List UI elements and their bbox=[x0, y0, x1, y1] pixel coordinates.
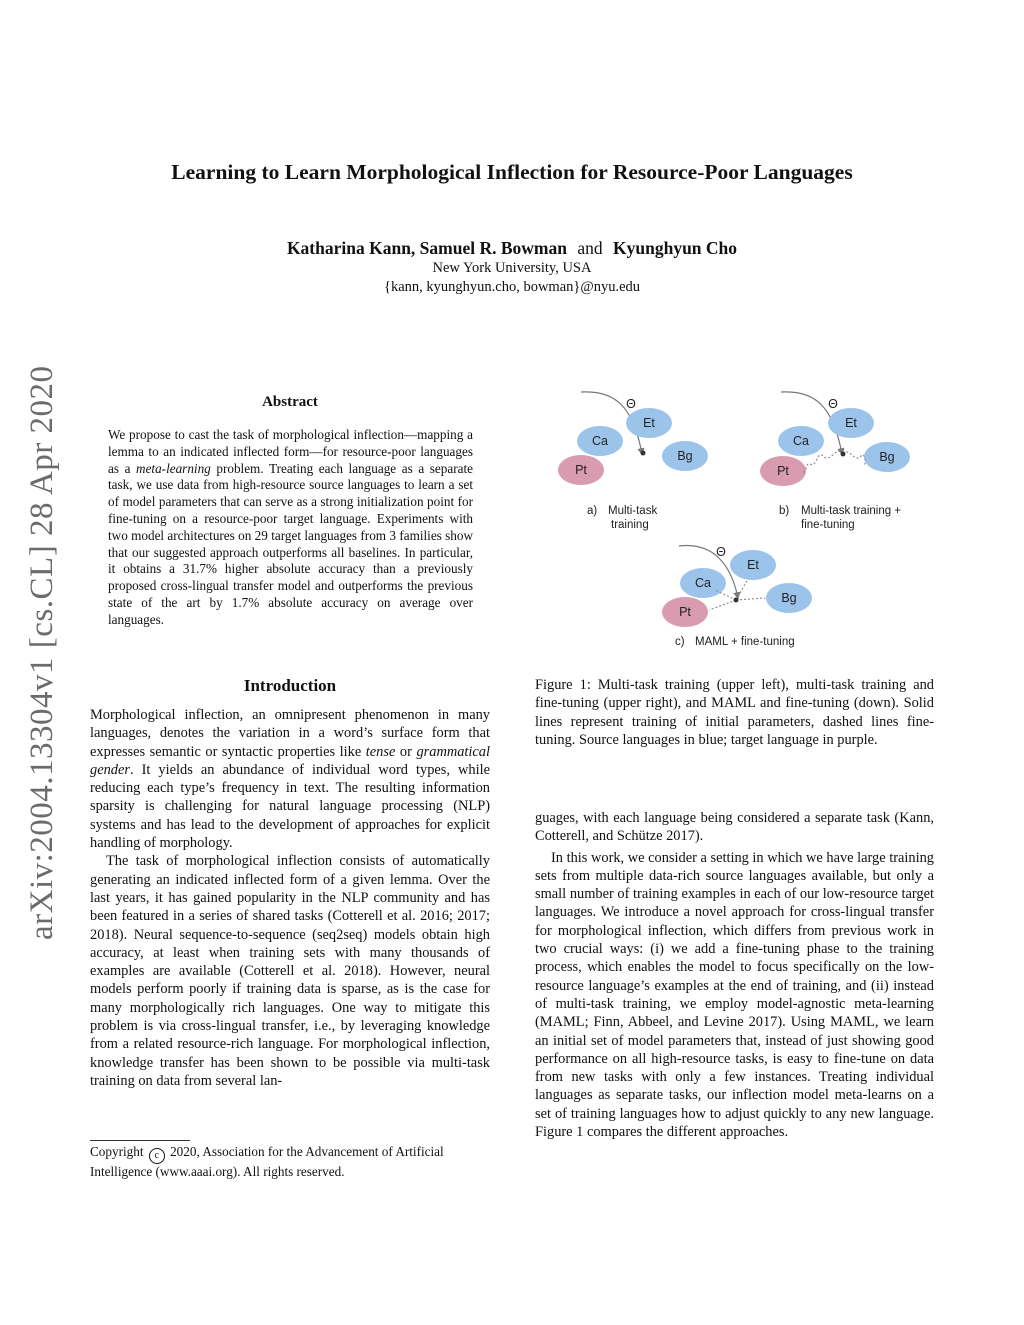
panel-b-tag: b) bbox=[779, 505, 790, 517]
panel-b-label-bg: Bg bbox=[879, 450, 895, 464]
panel-c-label-bg: Bg bbox=[781, 591, 797, 605]
abstract-heading: Abstract bbox=[262, 394, 318, 410]
panel-b-theta: Θ bbox=[828, 397, 838, 411]
affiliation: New York University, USA bbox=[432, 260, 592, 276]
panel-a-caption-2: training bbox=[611, 519, 649, 531]
paper-title: Learning to Learn Morphological Inflection for Resource-Poor Languages bbox=[171, 160, 853, 184]
panel-a-label-et: Et bbox=[643, 416, 655, 430]
copyright-text: 2020, Association for the Advancement of Artificial Intelligence (www.aaai.org). All rights reserved. bbox=[90, 1144, 444, 1179]
copyright-footnote bbox=[90, 1144, 490, 1181]
panel-c-label-ca: Ca bbox=[695, 576, 711, 590]
author-line bbox=[0, 238, 1024, 259]
panel-a-tag: a) bbox=[587, 505, 598, 517]
abstract-emphasis: meta-learning bbox=[136, 460, 211, 476]
panel-c-caption: MAML + fine-tuning bbox=[695, 636, 795, 648]
panel-c-label-et: Et bbox=[747, 558, 759, 572]
right-paragraph-1: guages, with each language being considered a separate task (Kann, Cotterell, and Schütze 2017). bbox=[535, 810, 934, 845]
abstract-text-1: We propose to cast the task of morphological inflection—mapping a lemma to an indicated inflected form—for resource-poor languages as a bbox=[108, 427, 473, 476]
arxiv-stamp: arXiv:2004.13304v1 [cs.CL] 28 Apr 2020 bbox=[24, 365, 60, 940]
panel-a-caption-1: Multi-task bbox=[608, 505, 658, 517]
introduction-heading: Introduction bbox=[243, 676, 337, 695]
intro-p1-text-b: . It yields an abundance of individual word types, while reducing each type’s frequency in text. The resulting information sparsity is challenging for natural language processing (NLP) systems and has lead to the development of approaches for explicit handling of morphology. bbox=[90, 761, 490, 852]
panel-c-label-pt: Pt bbox=[679, 605, 691, 619]
introduction-body bbox=[90, 706, 490, 1090]
panel-b-parameter-point bbox=[841, 452, 846, 457]
panel-a-label-bg: Bg bbox=[677, 449, 693, 463]
panel-a-label-ca: Ca bbox=[592, 434, 608, 448]
figure-1-caption: Figure 1: Multi-task training (upper left), multi-task training and fine-tuning (upper right), and MAML and fine-tuning (down). Solid lines represent training of initial parameters, dashed lines fine-tuning. Source languages in blue; target language in purple. bbox=[535, 677, 934, 748]
intro-p1-text-a: Morphological inflection, an omnipresent phenomenon in many languages, denotes the variation in a word’s surface form that expresses semantic or syntactic properties like bbox=[90, 707, 490, 760]
panel-a-theta: Θ bbox=[626, 397, 636, 411]
panel-c-tag: c) bbox=[675, 636, 685, 648]
authors-and: and bbox=[577, 238, 603, 258]
panel-b-diagram bbox=[760, 392, 910, 531]
panel-c-parameter-point bbox=[734, 598, 739, 603]
figure-1 bbox=[545, 388, 925, 658]
authors-first: Katharina Kann, Samuel R. Bowman bbox=[286, 238, 567, 258]
panel-b-caption-1: Multi-task training + bbox=[801, 505, 902, 517]
abstract-text-2: problem. Treating each language as a separate task, we use data from high-resource source languages to learn a set of model parameters that can serve as a strong initialization point for fine-tuning on a resource-poor target language. Experiments with two model architectures on 29 target languages from 3 families show that our suggested approach outperforms all baselines. In particular, it obtains a 31.7% higher absolute accuracy than a previously proposed cross-lingual transfer model and outperforms the previous state of the art by 1.7% absolute accuracy on average over languages. bbox=[108, 460, 473, 627]
panel-b-label-pt: Pt bbox=[777, 464, 789, 478]
panel-b-label-et: Et bbox=[845, 416, 857, 430]
panel-a-label-pt: Pt bbox=[575, 463, 587, 477]
panel-c-finetune-bg bbox=[736, 598, 765, 600]
authors-last: Kyunghyun Cho bbox=[613, 238, 738, 258]
copyright-symbol: c bbox=[149, 1148, 165, 1164]
abstract-text bbox=[108, 427, 473, 629]
author-emails: {kann, kyunghyun.cho, bowman}@nyu.edu bbox=[383, 279, 640, 295]
right-column-body bbox=[535, 809, 934, 1141]
footnote-rule bbox=[90, 1140, 190, 1141]
panel-b-caption-2: fine-tuning bbox=[801, 519, 855, 531]
intro-p1-or: or bbox=[395, 743, 417, 760]
intro-p1-em-tense: tense bbox=[365, 743, 396, 760]
panel-b-label-ca: Ca bbox=[793, 434, 809, 448]
panel-a-diagram bbox=[558, 392, 708, 531]
panel-a-parameter-point bbox=[641, 451, 646, 456]
intro-paragraph-1 bbox=[90, 706, 490, 852]
intro-paragraph-2: The task of morphological inflection consists of automatically generating an indicated inflected form of a given lemma. Over the last years, it has gained popularity in the NLP community and has been featured in a series of shared tasks (Cotterell et al. 2016; 2017; 2018). Neural sequence-to-sequence (seq2seq) models obtain high accuracy, at least when training sets with many thousands of examples are available (Cotterell et al. 2018). However, neural models perform poorly if training data is sparse, as is the case for many morphologically rich languages. One way to mitigate this problem is via cross-lingual transfer, i.e., by leveraging knowledge from a related resource-rich language. For morphological inflection, knowledge transfer has been shown to be possible via multi-task training on data from several lan- bbox=[90, 853, 490, 1089]
panel-c-theta: Θ bbox=[716, 545, 726, 559]
intro-p1-em-gender: grammatical gender bbox=[90, 743, 491, 778]
panel-c-diagram bbox=[662, 545, 812, 648]
panel-b-finetune-path-2 bbox=[843, 452, 865, 465]
panel-c-finetune-pt bbox=[709, 600, 736, 610]
copyright-prefix: Copyright bbox=[90, 1144, 144, 1159]
figure-1-diagram bbox=[545, 388, 925, 658]
right-paragraph-2: In this work, we consider a setting in which we have large training sets from multiple data-rich source languages available, but only a small number of training examples in each of our low-resource target languages. We introduce a novel approach for cross-lingual transfer for morphological inflection, which differs from previous work in two crucial ways: (i) we add a fine-tuning phase to the training process, which enables the model to focus specifically on the low-resource language’s examples at the end of training, and (ii) instead of multi-task training, we employ model-agnostic meta-learning (MAML; Finn, Abbeel, and Levine 2017). Using MAML, we learn an initial set of model parameters that, instead of just showing good performance on all high-resource tasks, is easy to fine-tune on data from new tasks with only a few instances. Treating individual languages as separate tasks, our inflection model meta-learns on a set of training languages how to adjust quickly to any new language. Figure 1 compares the different approaches. bbox=[535, 849, 934, 1141]
affiliation-block bbox=[0, 259, 1024, 297]
